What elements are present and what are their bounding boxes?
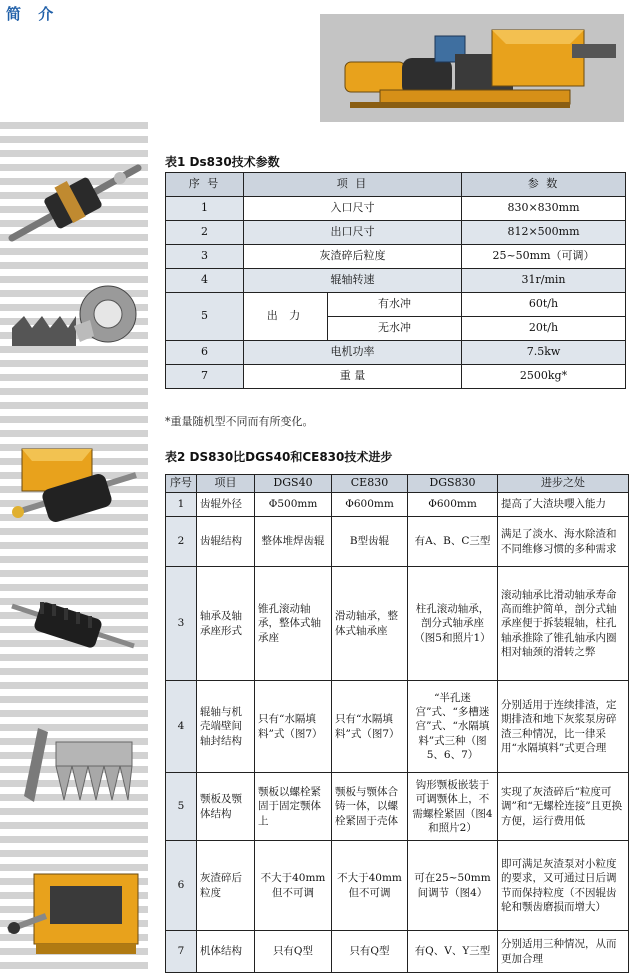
table-cell: B型齿辊 <box>332 517 408 567</box>
table-cell: 滑动轴承，整体式轴承座 <box>332 567 408 681</box>
roller-shaft-photo <box>8 160 142 249</box>
page-title: 简 介 <box>6 5 60 23</box>
table-row <box>166 493 629 517</box>
table-cell: 5 <box>166 293 244 341</box>
gear-component-photo <box>10 282 140 356</box>
roller-assembly-photo <box>8 443 144 532</box>
table-cell: 出 力 <box>244 293 328 341</box>
table1-caption: 表1 Ds830技术参数 <box>165 155 280 169</box>
table-cell: 灰渣碎后粒度 <box>197 841 255 931</box>
table2-header-progress: 进步之处 <box>498 475 629 493</box>
toothed-roller-photo <box>10 594 138 660</box>
table-row <box>166 773 629 841</box>
table2-tech-progress <box>165 474 629 973</box>
table-cell: 20t/h <box>462 317 626 341</box>
table-cell: 1 <box>166 197 244 221</box>
table-cell: 辊轴转速 <box>244 269 462 293</box>
table-cell: 颚板与颚体合铸一体，以螺栓紧固于壳体 <box>332 773 408 841</box>
table-cell: 可在25~50mm间调节（图4） <box>408 841 498 931</box>
table1-header-item: 项 目 <box>244 173 462 197</box>
table-cell: “半孔迷宫”式、“多槽迷宫”式、“水隔填料”式三种（图5、6、7） <box>408 681 498 773</box>
table-cell: 60t/h <box>462 293 626 317</box>
table-cell: 轴承及轴承座形式 <box>197 567 255 681</box>
table-row <box>166 841 629 931</box>
table-cell: 钩形颚板嵌装于可调颚体上，不需螺栓紧固（图4和照片2） <box>408 773 498 841</box>
table-cell: 2 <box>166 517 197 567</box>
table-cell: 锥孔滚动轴承，整体式轴承座 <box>255 567 332 681</box>
table-cell: 出口尺寸 <box>244 221 462 245</box>
table-cell: 有水冲 <box>328 293 462 317</box>
table-row <box>166 365 626 389</box>
table-row <box>166 567 629 681</box>
table-cell: 6 <box>166 841 197 931</box>
table-cell: 颚板及颚体结构 <box>197 773 255 841</box>
table-cell: 辊轴与机壳端壁间轴封结构 <box>197 681 255 773</box>
table-row <box>166 221 626 245</box>
table-cell: 只有Q型 <box>255 931 332 973</box>
table2-header-dgs830: DGS830 <box>408 475 498 493</box>
table1-tech-params <box>165 172 626 389</box>
table-cell: Φ600mm <box>332 493 408 517</box>
table1-header-row <box>166 173 626 197</box>
table2-header-dgs40: DGS40 <box>255 475 332 493</box>
table-cell: 3 <box>166 567 197 681</box>
table-cell: 有Q、V、Y三型 <box>408 931 498 973</box>
table-cell: 只有“水隔填料”式（图7） <box>255 681 332 773</box>
table-cell: 5 <box>166 773 197 841</box>
table-cell: 2500kg* <box>462 365 626 389</box>
table-cell: 电机功率 <box>244 341 462 365</box>
table-cell: Φ500mm <box>255 493 332 517</box>
table2-header-no: 序号 <box>166 475 197 493</box>
table2-header-row <box>166 475 629 493</box>
table2-caption: 表2 DS830比DGS40和CE830技术进步 <box>165 450 393 464</box>
table-cell: 提高了大渣块嚶入能力 <box>498 493 629 517</box>
table-cell: 25~50mm（可调） <box>462 245 626 269</box>
table1-header-no: 序 号 <box>166 173 244 197</box>
table-cell: 4 <box>166 269 244 293</box>
table-cell: 入口尺寸 <box>244 197 462 221</box>
table-cell: 灰渣碎后粒度 <box>244 245 462 269</box>
table-cell: 不大于40mm但不可调 <box>332 841 408 931</box>
table-cell: 不大于40mm但不可调 <box>255 841 332 931</box>
table-row <box>166 245 626 269</box>
crusher-housing-photo <box>6 870 146 970</box>
table-cell: 柱孔滚动轴承，剖分式轴承座（图5和照片1） <box>408 567 498 681</box>
table-cell: 颚板以螺栓紧固于固定颚体上 <box>255 773 332 841</box>
table-cell: 满足了淡水、海水除渣和不同维修习惯的多种需求 <box>498 517 629 567</box>
table-cell: 只有Q型 <box>332 931 408 973</box>
table-cell: 6 <box>166 341 244 365</box>
table-cell: 有A、B、C三型 <box>408 517 498 567</box>
table-cell: 2 <box>166 221 244 245</box>
table-cell: 整体堆焊齿辊 <box>255 517 332 567</box>
table-row <box>166 293 626 317</box>
table-cell: 7.5kw <box>462 341 626 365</box>
table-cell: 齿辊结构 <box>197 517 255 567</box>
table-cell: 重 量 <box>244 365 462 389</box>
table-cell: 实现了灰渣碎后“粒度可调”和“无螺栓连接”且更换方便，运行费用低 <box>498 773 629 841</box>
table-cell: 3 <box>166 245 244 269</box>
table2-header-item: 项目 <box>197 475 255 493</box>
table-cell: 无水冲 <box>328 317 462 341</box>
table-row <box>166 269 626 293</box>
table-row <box>166 517 629 567</box>
table-row <box>166 197 626 221</box>
table-cell: 1 <box>166 493 197 517</box>
table1-header-value: 参 数 <box>462 173 626 197</box>
table-cell: 只有“水隔填料”式（图7） <box>332 681 408 773</box>
table-cell: 830×830mm <box>462 197 626 221</box>
table-row <box>166 931 629 973</box>
table-cell: 即可满足灰渣泵对小粒度的要求，又可通过日后调节而保持粒度（不因辊齿轮和颚齿磨损而增大） <box>498 841 629 931</box>
table-cell: 滚动轴承比滑动轴承寿命高而维护简单，剖分式轴承座便于拆装辊轴，柱孔轴承推除了锥孔轴承内圈相对轴颈的滑转之弊 <box>498 567 629 681</box>
table2-header-ce830: CE830 <box>332 475 408 493</box>
jaw-plate-photo <box>18 724 136 810</box>
table-cell: 4 <box>166 681 197 773</box>
table-cell: 齿辊外径 <box>197 493 255 517</box>
table-cell: 812×500mm <box>462 221 626 245</box>
table-row <box>166 341 626 365</box>
table1-footnote: *重量随机型不同而有所变化。 <box>165 415 314 428</box>
table-cell: 7 <box>166 931 197 973</box>
table-cell: 分别适用三种情况，从而更加合理 <box>498 931 629 973</box>
table-cell: 7 <box>166 365 244 389</box>
table-cell: Φ600mm <box>408 493 498 517</box>
table-cell: 31r/min <box>462 269 626 293</box>
crusher-overview-photo <box>320 14 624 122</box>
table-cell: 机体结构 <box>197 931 255 973</box>
table-cell: 分别适用于连续排渣，定期排渣和地下灰浆泵房碎渣三种情况，比一律采用“水隔填料”式更合理 <box>498 681 629 773</box>
table-row <box>166 681 629 773</box>
left-stripe-band <box>0 122 148 975</box>
